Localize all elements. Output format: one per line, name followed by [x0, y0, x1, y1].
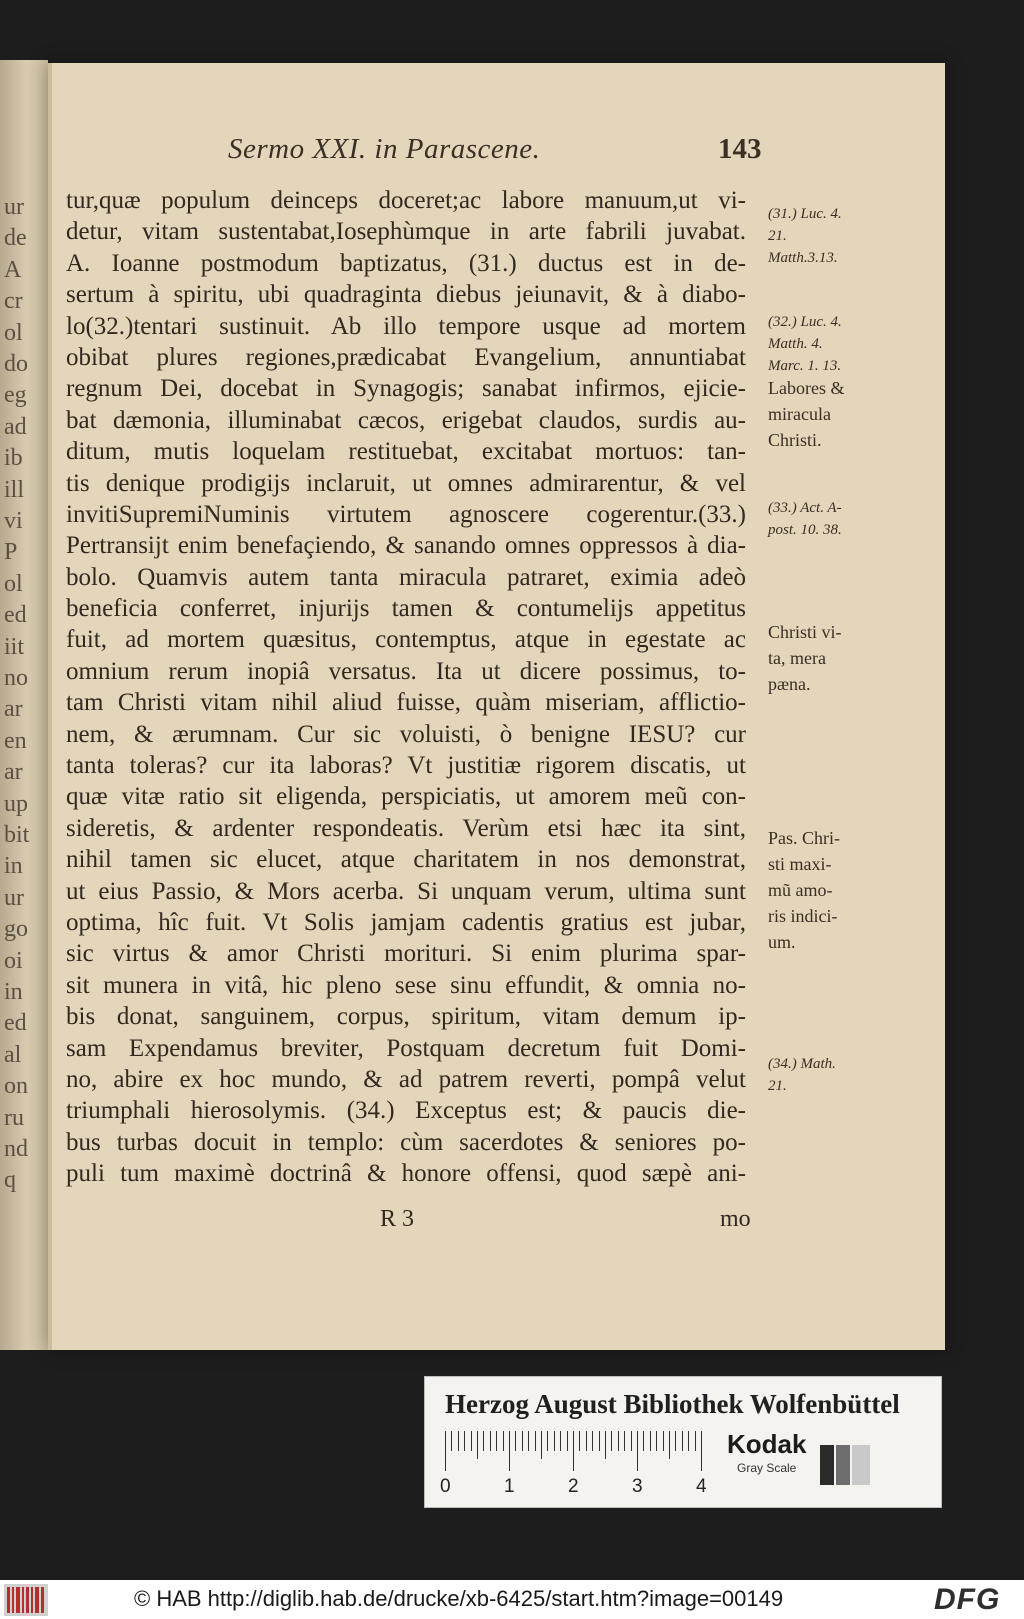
margin-note-line: Christi.	[768, 430, 822, 450]
ruler-tick	[695, 1431, 696, 1451]
ruler-number: 1	[504, 1476, 515, 1497]
adjacent-page-fragment: ur	[4, 194, 24, 220]
ruler-tick	[445, 1431, 446, 1471]
ruler-tick	[496, 1431, 497, 1451]
margin-note-line: 21.	[768, 228, 787, 244]
margin-gloss	[768, 619, 888, 697]
margin-note-line: (34.) Math.	[768, 1056, 836, 1072]
text-line: A. Ioanne postmodum baptizatus, (31.) ductus est in de-	[66, 249, 746, 277]
book-page	[48, 63, 945, 1350]
adjacent-page-fragment: ed	[4, 1010, 27, 1037]
text-line: tis denique prodigijs inclaruit, ut omnes admirarentur, & vel	[66, 469, 746, 497]
adjacent-page-fragment: bit	[4, 822, 30, 848]
margin-reference	[768, 203, 888, 269]
ruler-numbers	[440, 1476, 725, 1500]
text-line: bolo. Quamvis autem tanta miracula patraret, eximia adeò	[66, 563, 746, 591]
ruler-tick	[554, 1431, 555, 1451]
ruler-tick	[471, 1431, 472, 1451]
margin-note-line: ris indici-	[768, 906, 838, 926]
adjacent-page-fragment: do	[4, 351, 28, 377]
adjacent-page-fragment: oi	[4, 947, 23, 974]
text-line: ditum, mutis loquelam restituebat, excitabat mortuos: tan-	[66, 438, 746, 466]
margin-note-line: Matth. 4.	[768, 336, 823, 352]
catchword: mo	[720, 1206, 751, 1232]
kodak-logo: Kodak	[727, 1429, 807, 1459]
ruler-tick	[560, 1431, 561, 1451]
ruler-scale	[445, 1431, 707, 1475]
ruler-number: 3	[632, 1476, 643, 1497]
margin-note-line: post. 10. 38.	[768, 522, 842, 538]
text-line: Pertransijt enim benefaçiendo, & sanando omnes oppressos à dia-	[66, 532, 746, 560]
adjacent-page-fragment: vi	[4, 508, 23, 534]
margin-gloss	[768, 825, 888, 955]
viewer-footer	[0, 1580, 1024, 1619]
ruler-tick	[573, 1431, 574, 1471]
ruler-tick	[567, 1431, 568, 1451]
text-line: sic virtus & amor Christi morituri. Si enim plurima spar-	[66, 940, 746, 968]
ruler-tick	[535, 1431, 536, 1451]
ruler-tick	[650, 1431, 651, 1451]
ruler-tick	[477, 1431, 478, 1459]
color-calibration-card	[424, 1376, 942, 1508]
ruler-tick	[611, 1431, 612, 1451]
adjacent-page-fragment: ar	[4, 696, 23, 723]
body-text	[66, 185, 746, 1190]
adjacent-page-fragment: in	[4, 853, 23, 880]
ruler-tick	[599, 1431, 600, 1451]
margin-gloss	[768, 375, 888, 453]
ruler-tick	[637, 1431, 638, 1471]
text-line: quæ vitæ ratio sit eligenda, perspiciatis, ut amorem meũ con-	[66, 783, 746, 811]
text-line: bis donat, sanguinem, corpus, spiritum, vitam demum ip-	[66, 1003, 746, 1031]
text-line: fuit, ad mortem quæsitus, contemptus, atque in egestate ac	[66, 626, 746, 654]
ruler-tick	[701, 1431, 702, 1471]
margin-note-line: (32.) Luc. 4.	[768, 314, 842, 330]
adjacent-page-fragment: in	[4, 979, 23, 1005]
ruler-tick	[586, 1431, 587, 1451]
text-line: sam Expendamus breviter, Postquam decretum fuit Domi-	[66, 1034, 746, 1062]
ruler-tick	[688, 1431, 689, 1451]
text-line: obibat plures regiones,prædicabat Evangelium, annuntiabat	[66, 343, 746, 371]
copyright-url[interactable]: © HAB http://diglib.hab.de/drucke/xb-6425/start.htm?image=00149	[134, 1586, 784, 1611]
text-line: bus turbas docuit in templo: cùm sacerdotes & seniores po-	[66, 1128, 746, 1156]
adjacent-page-fragment: up	[4, 790, 28, 817]
adjacent-page-fragment: de	[4, 225, 27, 252]
ruler-tick	[451, 1431, 452, 1451]
adjacent-page-fragment: P	[4, 539, 18, 566]
text-line: optima, hîc fuit. Vt Solis jamjam cadentis gratius est jubar,	[66, 908, 746, 936]
margin-note-line: Christi vi-	[768, 622, 842, 642]
text-line: ut eius Passio, & Mors acerba. Si unquam verum, ultima sunt	[66, 877, 746, 905]
gray-scale-label: Gray Scale	[737, 1461, 797, 1475]
adjacent-page-fragment: ad	[4, 413, 27, 440]
margin-note-line: sti maxi-	[768, 854, 832, 874]
text-line: sit munera in vitâ, hic pleno sese sinu effundit, & omnia no-	[66, 971, 746, 999]
margin-note-line: ta, mera	[768, 648, 826, 668]
dfg-logo: DFG	[934, 1583, 1001, 1616]
text-line: puli tum maximè doctrinâ & honore offensi, quod sæpè ani-	[66, 1160, 746, 1188]
ruler-tick	[624, 1431, 625, 1451]
adjacent-page-fragment: go	[4, 916, 28, 943]
text-line: beneficia conferret, injurijs tamen & contumelijs appetitus	[66, 595, 746, 623]
text-line: sertum à spiritu, ubi quadraginta diebus jeiunavit, & à diabo-	[66, 281, 746, 309]
ruler-tick	[682, 1431, 683, 1451]
gray-patch-dark	[820, 1445, 834, 1485]
gray-patch-light	[852, 1445, 870, 1485]
adjacent-page-edge	[0, 60, 48, 1350]
ruler-number: 0	[440, 1476, 451, 1497]
text-line: nem, & ærumnam. Cur sic voluisti, ò benigne IESU? cur	[66, 720, 746, 748]
margin-reference	[768, 1053, 888, 1097]
ruler-number: 4	[696, 1476, 707, 1497]
running-title: Sermo XXI. in Parascene.	[228, 133, 541, 165]
adjacent-page-fragment: ol	[4, 570, 23, 597]
adjacent-page-fragment: ar	[4, 759, 23, 786]
adjacent-page-fragment: eg	[4, 382, 27, 409]
signature-mark: R 3	[380, 1206, 415, 1232]
text-line: regnum Dei, docebat in Synagogis; sanabat infirmos, ejicie-	[66, 375, 746, 403]
ruler-tick	[528, 1431, 529, 1451]
ruler-tick	[483, 1431, 484, 1451]
ruler-tick	[631, 1431, 632, 1451]
ruler-tick	[675, 1431, 676, 1451]
margin-note-line: Labores &	[768, 378, 845, 398]
text-line: tur,quæ populum deinceps doceret;ac labore manuum,ut vi-	[66, 187, 746, 214]
margin-note-line: (33.) Act. A-	[768, 500, 842, 516]
adjacent-page-fragment: ill	[4, 476, 25, 503]
adjacent-page-fragment: ru	[4, 1104, 24, 1131]
adjacent-page-fragment: al	[4, 1041, 22, 1068]
ruler-tick	[541, 1431, 542, 1459]
margin-note-line: Pas. Chri-	[768, 828, 840, 848]
library-name: Herzog August Bibliothek Wolfenbüttel	[445, 1389, 900, 1419]
ruler-tick	[592, 1431, 593, 1451]
adjacent-page-fragment: ib	[4, 445, 23, 472]
adjacent-page-fragment: A	[4, 256, 22, 283]
margin-note-line: Marc. 1. 13.	[768, 358, 842, 374]
text-line: sideretis, & ardenter respondeatis. Verùm etsi hæc ita sint,	[66, 814, 746, 842]
ruler-tick	[656, 1431, 657, 1451]
adjacent-page-fragment: ol	[4, 319, 23, 346]
ruler-tick	[464, 1431, 465, 1451]
ruler-number: 2	[568, 1476, 579, 1497]
text-line: nihil tamen sic elucet, atque charitatem in nos demonstrat,	[66, 846, 746, 874]
ruler-tick	[643, 1431, 644, 1451]
text-line: omnium rerum inopiâ versatus. Ita ut dicere possimus, to-	[66, 657, 746, 685]
text-line: tam Christi vitam nihil aliud fuisse, quàm miseriam, afflictio-	[66, 689, 746, 717]
ruler-tick	[547, 1431, 548, 1451]
adjacent-page-fragment: no	[4, 665, 28, 691]
adjacent-page-fragment: nd	[4, 1136, 28, 1162]
adjacent-page-fragment: ur	[4, 884, 24, 911]
margin-note-line: pæna.	[768, 674, 811, 694]
ruler-tick	[458, 1431, 459, 1451]
text-line: detur, vitam sustentabat,Iosephùmque in arte fabrili juvabat.	[66, 218, 746, 246]
text-line: invitiSupremiNuminis virtutem agnoscere cogerentur.(33.)	[66, 500, 746, 528]
ruler-tick	[522, 1431, 523, 1451]
page-number: 143	[718, 133, 762, 165]
adjacent-page-fragment: q	[4, 1167, 16, 1194]
adjacent-page-fragment: en	[4, 727, 27, 754]
text-line: bat dæmonia, illuminabat cæcos, erigebat claudos, surdis au-	[66, 406, 746, 434]
page-footer-marks	[48, 1206, 945, 1238]
ruler-tick	[663, 1431, 664, 1451]
margin-note-line: 21.	[768, 1078, 787, 1094]
text-line: lo(32.)tentari sustinuit. Ab illo tempore usque ad mortem	[66, 312, 746, 340]
ruler-tick	[515, 1431, 516, 1451]
text-line: no, abire ex hoc mundo, & ad patrem reverti, pompâ velut	[66, 1065, 746, 1093]
ruler-tick	[509, 1431, 510, 1471]
barcode-icon	[4, 1584, 48, 1616]
margin-note-line: mũ amo-	[768, 880, 833, 900]
adjacent-page-fragment: ed	[4, 602, 27, 629]
ruler-tick	[618, 1431, 619, 1451]
margin-note-line: um.	[768, 932, 796, 952]
adjacent-page-fragment: on	[4, 1073, 28, 1100]
adjacent-page-fragment: cr	[4, 288, 23, 315]
ruler-tick	[503, 1431, 504, 1451]
text-line: triumphali hierosolymis. (34.) Exceptus est; & paucis die-	[66, 1097, 746, 1125]
running-head	[48, 133, 945, 173]
ruler-tick	[669, 1431, 670, 1459]
gray-scale-patches	[820, 1445, 872, 1485]
margin-note-line: Matth.3.13.	[768, 250, 838, 266]
ruler-tick	[579, 1431, 580, 1451]
text-line: tanta toleras? cur ita laboras? Vt justitiæ rigorem discatis, ut	[66, 752, 746, 780]
margin-reference	[768, 497, 888, 541]
adjacent-page-fragment: iit	[4, 633, 25, 660]
ruler-tick	[490, 1431, 491, 1451]
gray-patch-mid	[836, 1445, 850, 1485]
ruler-tick	[605, 1431, 606, 1459]
margin-note-line: (31.) Luc. 4.	[768, 206, 842, 222]
margin-note-line: miracula	[768, 404, 831, 424]
margin-reference	[768, 311, 888, 377]
